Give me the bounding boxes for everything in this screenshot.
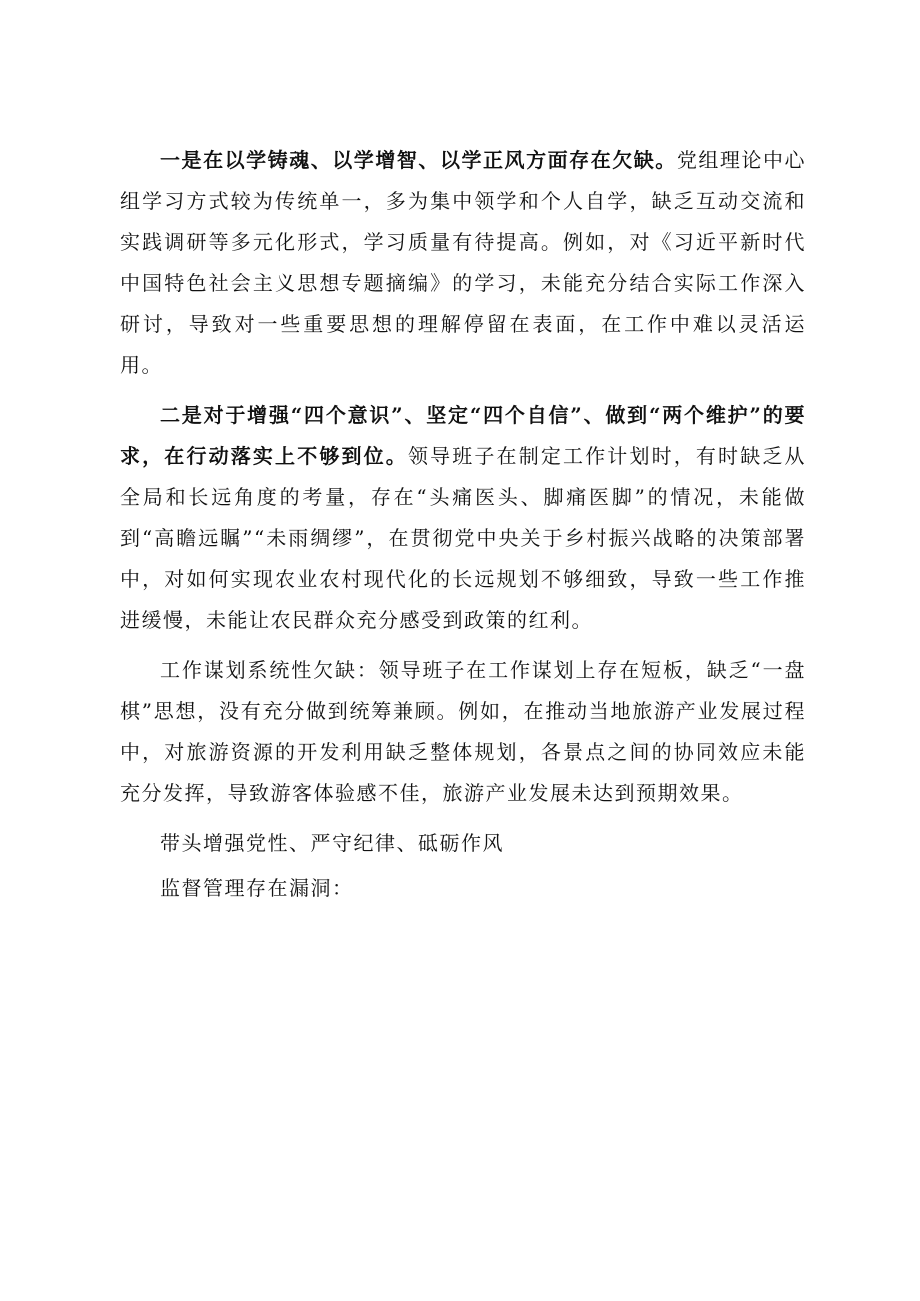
document-body: [120, 140, 806, 913]
paragraph-text: 领导班子在制定工作计划时，有时缺乏从全局和长远角度的考量，存在“头痛医头、脚痛医脚”的情况，未能做到“高瞻远瞩”“未雨绸缪”，在贯彻党中央关于乡村振兴战略的决策部署中，对如何实现农业农村现代化的长远规划不够细致，导致一些工作推进缓慢，未能让农民群众充分感受到政策的红利。: [120, 444, 807, 632]
paragraph-heading-party-spirit: [120, 823, 806, 864]
paragraph-lead: 一是在以学铸魂、以学增智、以学正风方面存在欠缺。: [160, 148, 677, 172]
paragraph-text: 监督管理存在漏洞：: [160, 876, 354, 900]
paragraph-lead: 二是对于增强“四个意识”、坚定“四个自信”、做到“两个维护”的要求，在行动落实上不够到位。: [120, 403, 806, 468]
paragraph-planning-deficiency: [120, 650, 806, 814]
paragraph-text: 带头增强党性、严守纪律、砥砺作风: [160, 831, 504, 855]
paragraph-heading-supervision: [120, 868, 806, 909]
paragraph-implementation-deficiency: [120, 395, 806, 641]
paragraph-text: 党组理论中心组学习方式较为传统单一，多为集中领学和个人自学，缺乏互动交流和实践调研等多元化形式，学习质量有待提高。例如，对《习近平新时代中国特色社会主义思想专题摘编》的学习，未能充分结合实际工作深入研讨，导致对一些重要思想的理解停留在表面，在工作中难以灵活运用。: [120, 148, 807, 377]
paragraph-study-deficiency: [120, 140, 806, 386]
paragraph-text: 工作谋划系统性欠缺：领导班子在工作谋划上存在短板，缺乏“一盘棋”思想，没有充分做到统筹兼顾。例如，在推动当地旅游产业发展过程中，对旅游资源的开发利用缺乏整体规划，各景点之间的协同效应未能充分发挥，导致游客体验感不佳，旅游产业发展未达到预期效果。: [120, 658, 806, 805]
